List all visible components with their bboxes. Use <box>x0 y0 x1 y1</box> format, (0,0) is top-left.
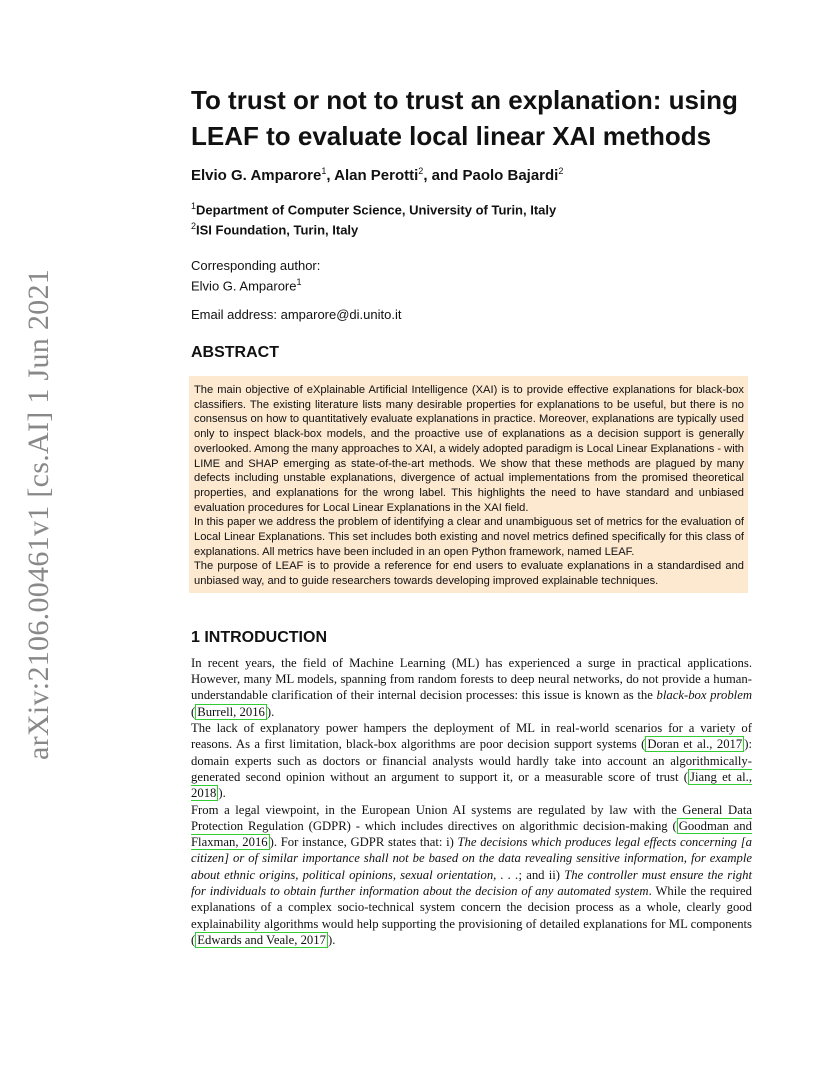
paper-page <box>191 82 752 948</box>
author-name: Elvio G. Amparore <box>191 167 322 184</box>
author-separator: , <box>326 167 335 184</box>
abstract-paragraph: In this paper we address the problem of identifying a clear and unambiguous set of metrics for the evaluation of Local Linear Explanations. This set includes both existing and novel metrics defined specifically for this class of explanations. All metrics have been included in an open Python framework, named LEAF. <box>194 516 744 558</box>
text: ( <box>191 704 196 719</box>
abstract-heading: ABSTRACT <box>191 343 279 361</box>
text: ): domain experts such as doctors or financial analysts would hardly take into account an algorithmically-generated second opinion without an argument to support it, or a measurable score of trust ( <box>191 737 752 784</box>
author-affiliation-mark: 2 <box>418 166 424 176</box>
intro-paragraph <box>191 802 752 949</box>
emphasis: The controller must ensure the right for individuals to obtain further information about the decision of any automated system <box>191 867 752 898</box>
corresponding-mark: 1 <box>296 276 302 287</box>
author-list <box>191 166 752 184</box>
author-name: Alan Perotti <box>334 167 419 184</box>
citation-link[interactable]: Edwards and Veale, 2017 <box>197 932 326 947</box>
affiliation-mark: 2 <box>191 221 197 232</box>
intro-paragraph <box>191 655 752 720</box>
affiliation <box>191 218 752 238</box>
affiliation-text: Department of Computer Science, University of Turin, Italy <box>196 202 557 218</box>
affiliation-text: ISI Foundation, Turin, Italy <box>196 222 359 238</box>
corresponding-label: Corresponding author: <box>191 257 321 273</box>
text: From a legal viewpoint, in the European Union AI systems are regulated by law with the General Data Protection Regulation (GDPR) - which includes directives on algorithmic decision-making ( <box>191 802 752 833</box>
corresponding-name-line <box>191 274 752 294</box>
citation-link[interactable]: Burrell, 2016 <box>197 704 265 719</box>
text: ). For instance, GDPR states that: i) <box>269 835 458 850</box>
citation-link[interactable]: Jiang et al., 2018 <box>191 769 752 801</box>
intro-paragraph <box>191 720 752 801</box>
text: ). <box>327 932 336 947</box>
introduction-body <box>191 655 752 948</box>
author-affiliation-mark: 2 <box>558 166 564 176</box>
affiliation-list <box>191 198 752 239</box>
affiliation <box>191 198 752 218</box>
email-address: Email address: amparore@di.unito.it <box>191 306 402 322</box>
emphasis: The decisions which produces legal effects concerning [a citizen] or of similar importance shall not be based on the data revealing sensitive information, for example about ethnic origins, political opinions, sexual orientation, . . . <box>191 835 752 882</box>
text: In recent years, the field of Machine Learning (ML) has experienced a surge in practical applications. However, many ML models, spanning from random forests to deep neural networks, do not provide a human-understandable clarification of their internal decision processes: this issue is known as the <box>191 655 752 703</box>
citation-link[interactable]: Doran et al., 2017 <box>647 737 743 752</box>
corresponding-name: Elvio G. Amparore <box>191 277 297 293</box>
paper-title: To trust or not to trust an explanation: using LEAF to evaluate local linear XAI methods <box>191 85 738 151</box>
arxiv-identifier: arXiv:2106.00461v1 [cs.AI] 1 Jun 2021 <box>22 268 55 760</box>
affiliation-mark: 1 <box>191 201 197 211</box>
abstract-paragraph: The purpose of LEAF is to provide a reference for end users to evaluate explanations in a standardised and unbiased way, and to guide researchers towards developing improved explainable techniques. <box>194 560 744 588</box>
text: The lack of explanatory power hampers the deployment of ML in real-world scenarios for a variety of reasons. As a first limitation, black-box algorithms are poor decision support systems ( <box>191 721 752 752</box>
text: ; and ii) <box>518 867 565 882</box>
text: ). <box>218 786 226 801</box>
text: . While the required explanations of a complex socio-technical system concern the decision process as a whole, clearly good explainability algorithms would help supporting the provisioning of detailed explanations for ML components ( <box>191 883 752 947</box>
author-name: Paolo Bajardi <box>462 167 559 184</box>
abstract-box <box>189 376 748 593</box>
text: ). <box>266 704 275 719</box>
citation-link[interactable]: Goodman and Flaxman, 2016 <box>191 818 752 850</box>
author-affiliation-mark: 1 <box>321 166 327 176</box>
abstract-paragraph: The main objective of eXplainable Artificial Intelligence (XAI) is to provide effective explanations for black-box classifiers. The existing literature lists many desirable properties for explanations to be useful, but there is no consensus on how to quantitatively evaluate explanations in practice. Moreover, explanations are typically used only to inspect black-box models, and the proactive use of explanations as a decision support is generally overlooked. Among the many approaches to XAI, a widely adopted paradigm is Local Linear Explanations - with LIME and SHAP emerging as state-of-the-art methods. We show that these methods are plagued by many defects including unstable explanations, divergence of actual implementations from the promised theoretical properties, and explanations for the wrong label. This highlights the need to have standard and unbiased evaluation procedures for Local Linear Explanations in the XAI field. <box>194 383 744 514</box>
corresponding-author <box>191 257 752 294</box>
emphasis: black-box problem <box>656 688 752 703</box>
author-separator: , and <box>423 167 463 184</box>
introduction-heading: 1 INTRODUCTION <box>191 628 327 646</box>
